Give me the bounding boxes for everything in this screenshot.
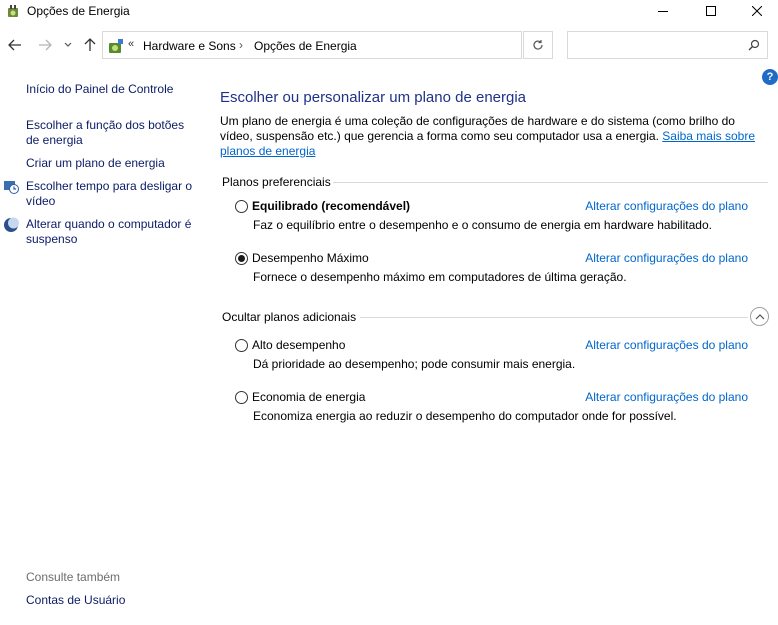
overflow-chevron[interactable]: « bbox=[128, 38, 135, 50]
address-bar[interactable] bbox=[102, 31, 522, 59]
sleep-moon-icon bbox=[3, 217, 19, 233]
sleep-settings-link[interactable]: Alterar quando o computador é suspenso bbox=[26, 217, 192, 246]
plan-row-high-performance bbox=[235, 338, 768, 354]
plan-desc-ultimate: Fornece o desempenho máximo em computadores de última geração. bbox=[253, 270, 627, 284]
learn-more-link[interactable]: Saiba mais sobre planos de energia bbox=[220, 129, 755, 158]
plan-radio-power-saver[interactable] bbox=[235, 391, 248, 404]
navigation-bar bbox=[0, 30, 778, 60]
breadcrumb-hardware[interactable]: Hardware e Sons bbox=[143, 39, 236, 53]
maximize-icon bbox=[706, 6, 716, 16]
title-bar bbox=[0, 0, 778, 22]
plan-row-balanced bbox=[235, 199, 768, 215]
arrow-left-icon bbox=[8, 39, 22, 51]
chevron-down-icon bbox=[64, 42, 72, 48]
refresh-icon bbox=[532, 39, 544, 51]
plan-row-ultimate bbox=[235, 251, 768, 267]
display-timer-icon bbox=[3, 179, 19, 195]
control-panel-home-link[interactable]: Início do Painel de Controle bbox=[26, 82, 174, 96]
minimize-icon bbox=[658, 6, 668, 16]
arrow-up-icon bbox=[84, 38, 96, 52]
window-title: Opções de Energia bbox=[27, 4, 130, 18]
chevron-up-icon bbox=[755, 313, 765, 320]
breadcrumb-separator-icon[interactable]: › bbox=[239, 38, 243, 52]
power-buttons-link[interactable]: Escolher a função dos botões de energia bbox=[26, 118, 185, 147]
change-plan-link-balanced[interactable]: Alterar configurações do plano bbox=[585, 199, 748, 213]
display-off-time-link[interactable]: Escolher tempo para desligar o vídeo bbox=[26, 179, 193, 208]
change-plan-link-high-performance[interactable]: Alterar configurações do plano bbox=[585, 338, 748, 352]
control-panel-icon bbox=[107, 37, 125, 55]
plan-name-balanced[interactable]: Equilibrado (recomendável) bbox=[252, 199, 411, 213]
plan-radio-balanced[interactable] bbox=[235, 200, 248, 213]
power-options-icon bbox=[5, 3, 21, 19]
search-box[interactable] bbox=[567, 31, 768, 59]
plan-row-power-saver bbox=[235, 390, 768, 406]
maximize-button[interactable] bbox=[688, 0, 734, 22]
back-button[interactable] bbox=[6, 36, 24, 54]
plan-desc-power-saver: Economiza energia ao reduzir o desempenho do computador onde for possível. bbox=[253, 409, 677, 423]
plan-name-power-saver[interactable]: Economia de energia bbox=[252, 390, 366, 404]
additional-plans-header[interactable]: Ocultar planos adicionais bbox=[222, 310, 357, 324]
up-button[interactable] bbox=[81, 36, 99, 54]
minimize-button[interactable] bbox=[640, 0, 686, 22]
breadcrumb-power-options[interactable]: Opções de Energia bbox=[254, 39, 357, 53]
help-button[interactable]: ? bbox=[762, 69, 778, 85]
arrow-right-icon bbox=[38, 39, 52, 51]
create-plan-link[interactable]: Criar um plano de energia bbox=[26, 156, 165, 170]
change-plan-link-ultimate[interactable]: Alterar configurações do plano bbox=[585, 251, 748, 265]
forward-button[interactable] bbox=[36, 36, 54, 54]
close-icon bbox=[752, 6, 762, 16]
refresh-button[interactable] bbox=[523, 31, 553, 59]
preferred-plans-header: Planos preferenciais bbox=[222, 175, 331, 189]
plan-desc-high-performance: Dá prioridade ao desempenho; pode consumir mais energia. bbox=[253, 357, 576, 371]
intro-body: Um plano de energia é uma coleção de configurações de hardware e do sistema (como brilho do vídeo, suspensão etc.) que gerencia a forma como seu computador usa a energia. bbox=[220, 114, 735, 143]
intro-text bbox=[220, 114, 768, 159]
search-icon[interactable] bbox=[748, 39, 760, 51]
plan-radio-high-performance[interactable] bbox=[235, 339, 248, 352]
page-title: Escolher ou personalizar um plano de energia bbox=[220, 89, 527, 106]
plan-radio-ultimate[interactable] bbox=[235, 252, 248, 265]
plan-name-ultimate[interactable]: Desempenho Máximo bbox=[252, 251, 369, 265]
divider bbox=[333, 182, 768, 183]
user-accounts-link[interactable]: Contas de Usuário bbox=[26, 593, 126, 607]
plan-desc-balanced: Faz o equilíbrio entre o desempenho e o consumo de energia em hardware habilitado. bbox=[253, 218, 712, 232]
plan-name-high-performance[interactable]: Alto desempenho bbox=[252, 338, 346, 352]
change-plan-link-power-saver[interactable]: Alterar configurações do plano bbox=[585, 390, 748, 404]
divider bbox=[360, 317, 748, 318]
collapse-additional-plans-button[interactable] bbox=[750, 307, 769, 326]
recent-locations-button[interactable] bbox=[61, 36, 75, 54]
search-input[interactable] bbox=[572, 36, 742, 54]
see-also-heading: Consulte também bbox=[26, 570, 121, 584]
close-button[interactable] bbox=[734, 0, 778, 22]
